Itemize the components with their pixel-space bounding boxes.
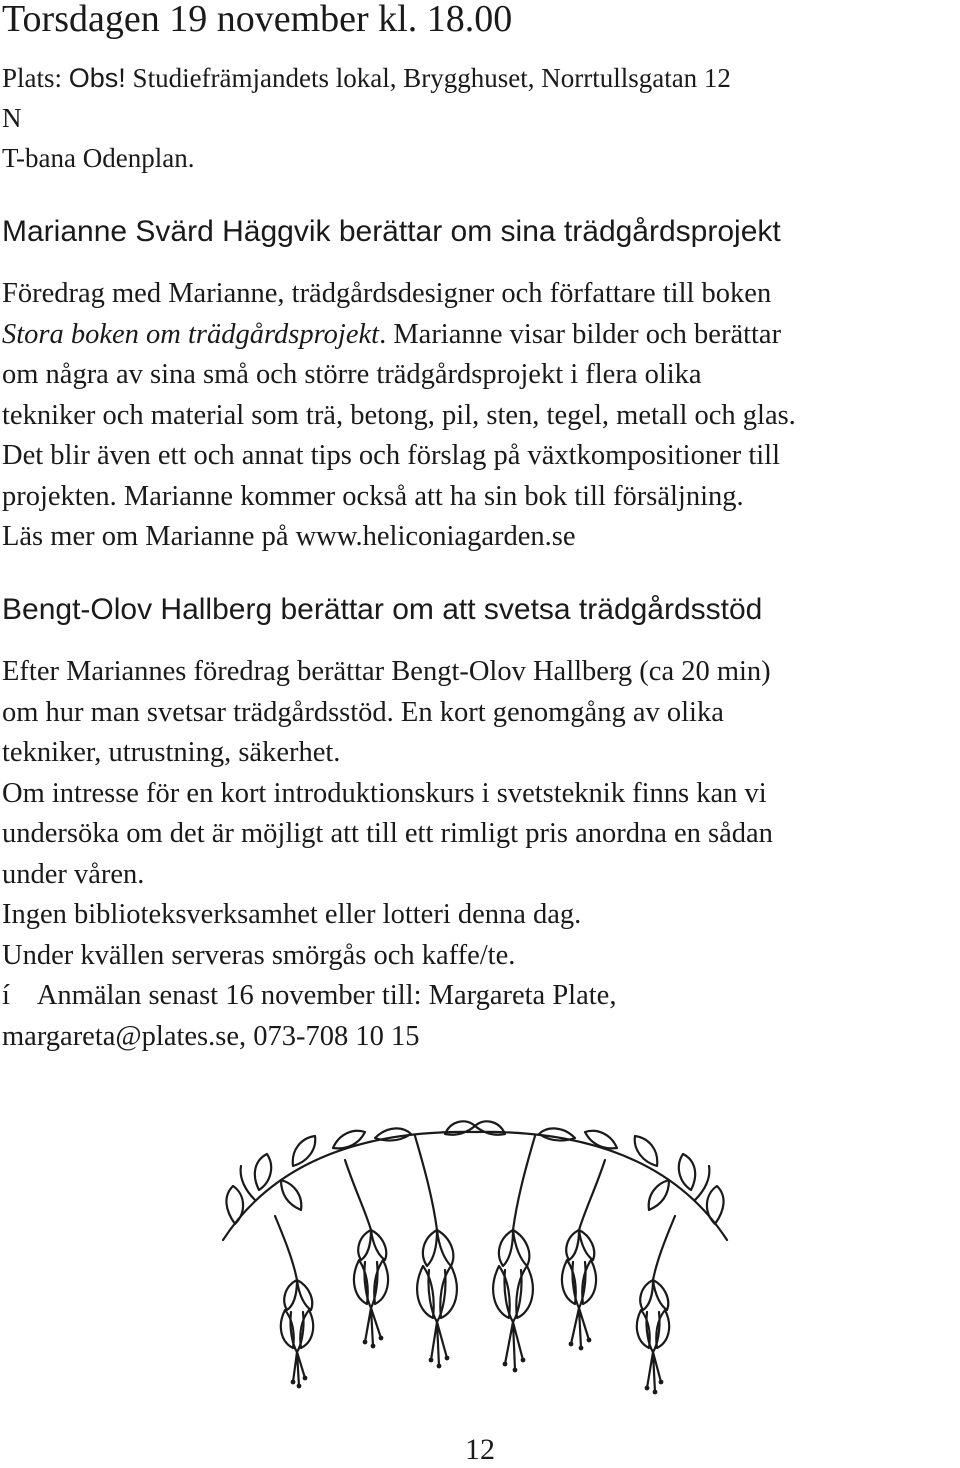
body-line: Under kvällen serveras smörgås och kaffe/te. xyxy=(2,939,516,971)
section-body-bengt-olov xyxy=(2,652,950,1057)
section-heading-bengt-olov: Bengt-Olov Hallberg berättar om att svetsa trädgårdsstöd xyxy=(2,593,763,626)
event-location xyxy=(2,58,950,178)
body-line: undersöka om det är möjligt att till ett rimligt pris anordna en sådan xyxy=(2,818,773,849)
body-line: Efter Mariannes föredrag berättar Bengt-Olov Hallberg (ca 20 min) xyxy=(2,656,771,687)
obs-notice: Obs! xyxy=(68,63,126,93)
website-line: Läs mer om Marianne på www.heliconiagarden.se xyxy=(2,521,576,552)
location-line-3: T-bana Odenplan. xyxy=(2,143,195,173)
location-label: Plats: xyxy=(2,63,69,93)
body-line: under våren. xyxy=(2,858,145,890)
location-line-2: N xyxy=(2,103,22,133)
fuchsia-flowers-illustration xyxy=(215,1120,735,1410)
registration-line: í Anmälan senast 16 november till: Margareta Plate, xyxy=(2,980,617,1011)
page-title: Torsdagen 19 november kl. 18.00 xyxy=(2,0,513,40)
body-line: Föredrag med Marianne, trädgårdsdesigner och författare till boken xyxy=(2,278,772,309)
body-line: Om intresse för en kort introduktionskurs i svetsteknik finns kan vi xyxy=(2,777,767,809)
contact-line: margareta@plates.se, 073-708 10 15 xyxy=(2,1020,420,1052)
body-line: Det blir även ett och annat tips och förslag på växtkompositioner till xyxy=(2,440,781,471)
location-address: Studiefrämjandets lokal, Brygghuset, Norrtullsgatan 12 xyxy=(125,63,731,93)
body-line: om några av sina små och större trädgårdsprojekt i flera olika xyxy=(2,359,702,390)
page-number: 12 xyxy=(465,1433,495,1466)
body-line: Ingen biblioteksverksamhet eller lotteri denna dag. xyxy=(2,899,582,930)
body-line: tekniker, utrustning, säkerhet. xyxy=(2,737,341,768)
body-line: Stora boken om trädgårdsprojekt. Marianne visar bilder och berättar xyxy=(2,318,782,350)
section-body-marianne xyxy=(2,274,950,558)
body-line: projekten. Marianne kommer också att ha sin bok till försäljning. xyxy=(2,480,744,512)
book-title: Stora boken om trädgårdsprojekt xyxy=(2,318,380,350)
section-heading-marianne: Marianne Svärd Häggvik berättar om sina trädgårdsprojekt xyxy=(2,215,781,248)
body-line: om hur man svetsar trädgårdsstöd. En kort genomgång av olika xyxy=(2,696,724,728)
location-line-1 xyxy=(2,58,950,98)
body-line: tekniker och material som trä, betong, pil, sten, tegel, metall och glas. xyxy=(2,399,796,431)
